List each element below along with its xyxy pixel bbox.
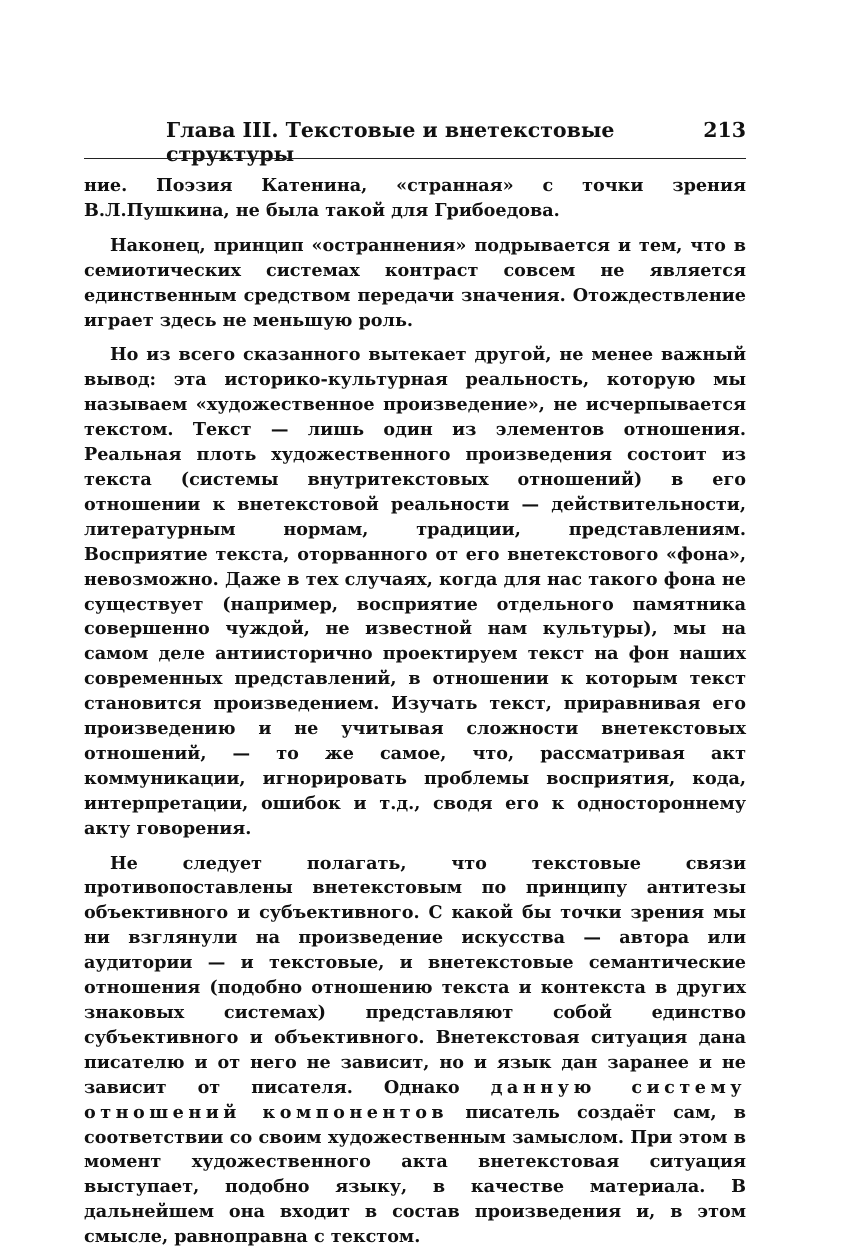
header-rule [84,158,746,159]
spaced-emphasis: данную систему отношений компонентов [84,1076,746,1123]
paragraph-continuation: ние. Поэзия Катенина, «странная» с точки зрения В.Л.Пушкина, не была такой для Грибоедова. [84,175,746,221]
paragraph [84,852,746,1251]
chapter-title: Глава III. Текстовые и внетекстовые структуры [166,118,615,166]
paragraph: Но из всего сказанного вытекает другой, не менее важный вывод: эта историко-культурная реальность, которую мы называем «художественное произведение», не исчерпывается текстом. Текст — лишь один из элементов отношения. Реальная плоть художественного произведения состоит из текста (системы внутритекстовых отношений) в его отношении к внетекстовой реальности — действительности, литературным нормам, традиции, представлениям. Восприятие текста, оторванного от его внетекстового «фона», невозможно. Даже в тех случаях, когда для нас такого фона не существует (например, восприятие отдельного памятника совершенно чуждой, не известной нам культуры), мы на самом деле антиисторично проектируем текст на фон наших современных представлений, в отношении к которым текст становится произведением. Изучать текст, приравнивая его произведению и не учитывая сложности внетекстовых отношений, — то же самое, что, рассматривая акт коммуникации, игнорировать проблемы восприятия, кода, интерпретации, ошибок и т.д., сводя его к одностороннему акту говорения. [84,344,746,839]
paragraph-text: писатель создаёт сам, в соответствии со своим художественным замыслом. При этом в момент художественного акта внетекстовая ситуация выступает, подобно языку, в качестве материала. В дальнейшем она входит в состав произведения и, в этом смысле, равноправна с текстом. [84,1101,746,1248]
paragraph-text: Не следует полагать, что текстовые связи противопоставлены внетекстовым по принципу антитезы объективного и субъективного. С какой бы точки зрения мы ни взглянули на произведение искусства — автора или аудитории — и текстовые, и внетекстовые семантические отношения (подобно отношению текста и контекста в других знаковых системах) представляют собой единство субъективного и объективного. Внетекстовая ситуация дана писателю и от него не зависит, но и язык дан заранее и не зависит от писателя. Однако [84,852,746,1098]
paragraph: Наконец, принцип «остраннения» подрывается и тем, что в семиотических системах контраст совсем не является единственным средством передачи значения. Отождествление играет здесь не меньшую роль. [84,234,746,331]
page-number: 213 [703,118,746,142]
page-body [84,174,746,1260]
